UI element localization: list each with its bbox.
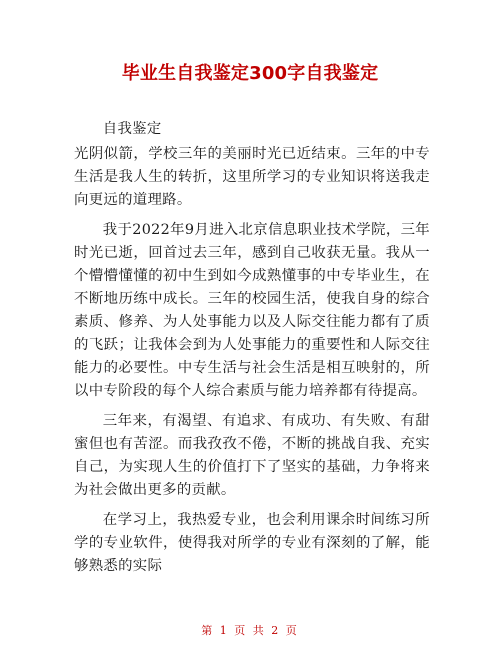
- document-body: [74, 118, 430, 585]
- paragraph: 我于2022年9月进入北京信息职业技术学院，三年时光已逝，回首过去三年，感到自己收获无量。我从一个懵懵懂懂的初中生到如今成熟懂事的中专毕业生，在不断地历练中成长。三年的校园生活，使我自身的综合素质、修养、为人处事能力以及人际交往能力都有了质的飞跃；让我体会到为人处事能力的重要性和人际交往能力的必要性。中专生活与社会生活是相互映射的，所以中专阶段的每个人综合素质与能力培养都有待提高。: [74, 222, 430, 399]
- paragraph: 三年来，有渴望、有追求、有成功、有失败、有甜蜜但也有苦涩。而我孜孜不倦，不断的挑战自我、充实自己，为实现人生的价值打下了坚实的基础，力争将来为社会做出更多的贡献。: [74, 413, 430, 498]
- paragraph: 在学习上，我热爱专业，也会利用课余时间练习所学的专业软件，使得我对所学的专业有深刻的了解，能够熟悉的实际: [74, 512, 430, 574]
- paragraph: 光阴似箭，学校三年的美丽时光已近结束。三年的中专生活是我人生的转折，这里所学习的专业知识将送我走向更远的道理路。: [74, 146, 430, 208]
- page-footer: 第 1 页 共 2 页: [201, 624, 299, 637]
- section-heading: 自我鉴定: [102, 121, 162, 137]
- document-title: 毕业生自我鉴定300字自我鉴定: [121, 63, 379, 84]
